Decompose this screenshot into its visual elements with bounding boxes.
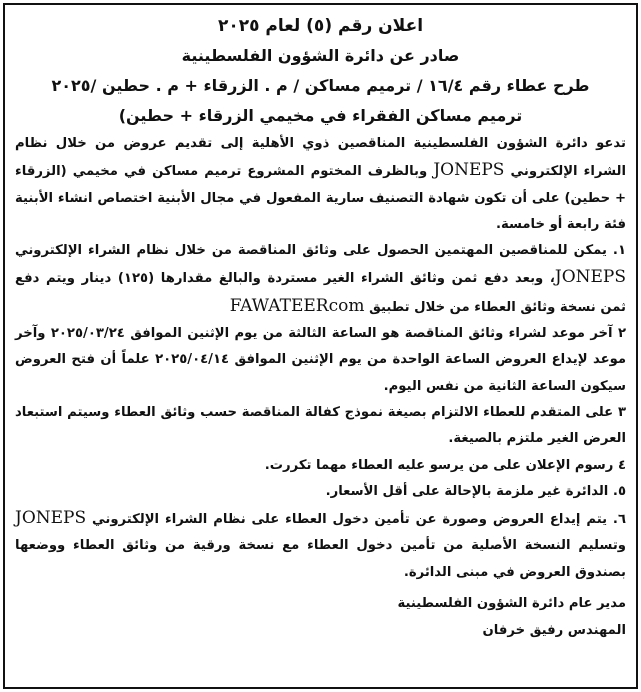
- clause-2: ٢ آخر موعد لشراء وثائق المناقصة هو الساعة الثالثة من يوم الإثنين الموافق ٢٠٢٥/٠٣/٢٤ وآخر موعد لإيداع العروض الساعة الواحدة من يوم الإثنين الموافق ٢٠٢٥/٠٤/١٤ علماً أن فتح العروض سيكون الساعة الثانية من نفس اليوم.: [15, 326, 627, 394]
- tender-subject: ترميم مساكن الفقراء في مخيمي الزرقاء + حطين): [118, 106, 523, 125]
- issuer-line: صادر عن دائرة الشؤون الفلسطينية: [181, 46, 460, 65]
- clause-6: [15, 505, 626, 586]
- signatory-name: المهندس رفيق خرفان: [482, 623, 626, 639]
- intro-text-start: تدعو دائرة الشؤون الفلسطينية المناقصين ذوي الأهلية إلى تقديم عروض من خلال نظام الشراء الإلكتروني: [15, 136, 627, 180]
- announcement-body: [15, 131, 626, 586]
- clause-1-text-start: ١. يمكن للمناقصين المهتمين الحصول على وثائق المناقصة من خلال نظام الشراء الإلكتروني: [15, 243, 626, 259]
- intro-paragraph: [15, 131, 626, 238]
- tender-announcement: [3, 3, 638, 689]
- payment-app-name: FAWATEERcom: [229, 295, 365, 316]
- clause-6-text-end: وتسليم النسخة الأصلية من تأمين دخول العطاء مع نسخة ورقية من وثائق العطاء ووضعها بصندوق العروض في مبنى الدائرة.: [15, 538, 626, 580]
- signatory-position: مدير عام دائرة الشؤون الفلسطينية: [397, 596, 626, 612]
- system-name: JONEPS: [433, 160, 505, 181]
- tender-number-line: طرح عطاء رقم ١٦/٤ / ترميم مساكن / م . الزرقاء + م . حطين /٢٠٢٥: [51, 76, 590, 95]
- intro-text-end: وبالظرف المختوم المشروع ترميم مساكن في مخيمي (الزرقاء + حطين) على أن تكون شهادة التصنيف سارية المفعول في مجال الأبنية اختصاص انشاء الأبنية فئة رابعة أو خامسة.: [15, 164, 626, 232]
- clause-6-system-name: JONEPS: [15, 508, 87, 529]
- clause-1: [15, 238, 626, 321]
- clause-5: ٥. الدائرة غير ملزمة بالإحالة على أقل الأسعار.: [325, 483, 626, 499]
- clause-6-text-start: ٦. يتم إيداع العروض وصورة عن تأمين دخول العطاء على نظام الشراء الإلكتروني: [92, 512, 627, 528]
- clause-3: ٣ على المتقدم للعطاء الالتزام بصيغة نموذج كفالة المناقصة حسب وثائق العطاء وسيتم استبعاد العرض الغير ملتزم بالصيغة.: [15, 404, 626, 447]
- clause-4: ٤ رسوم الإعلان على من يرسو عليه العطاء مهما تكررت.: [264, 457, 626, 473]
- announcement-title: اعلان رقم (٥) لعام ٢٠٢٥: [217, 16, 424, 36]
- clause-1-system-name: JONEPS: [554, 267, 627, 288]
- clause-1-text-middle: ، وبعد دفع ثمن وثائق الشراء الغير مستردة والبالغ مقدارها (١٢٥) دينار ويتم دفع ثمن نسخة وثائق العطاء من خلال تطبيق: [15, 271, 626, 315]
- signature-block: [15, 590, 626, 644]
